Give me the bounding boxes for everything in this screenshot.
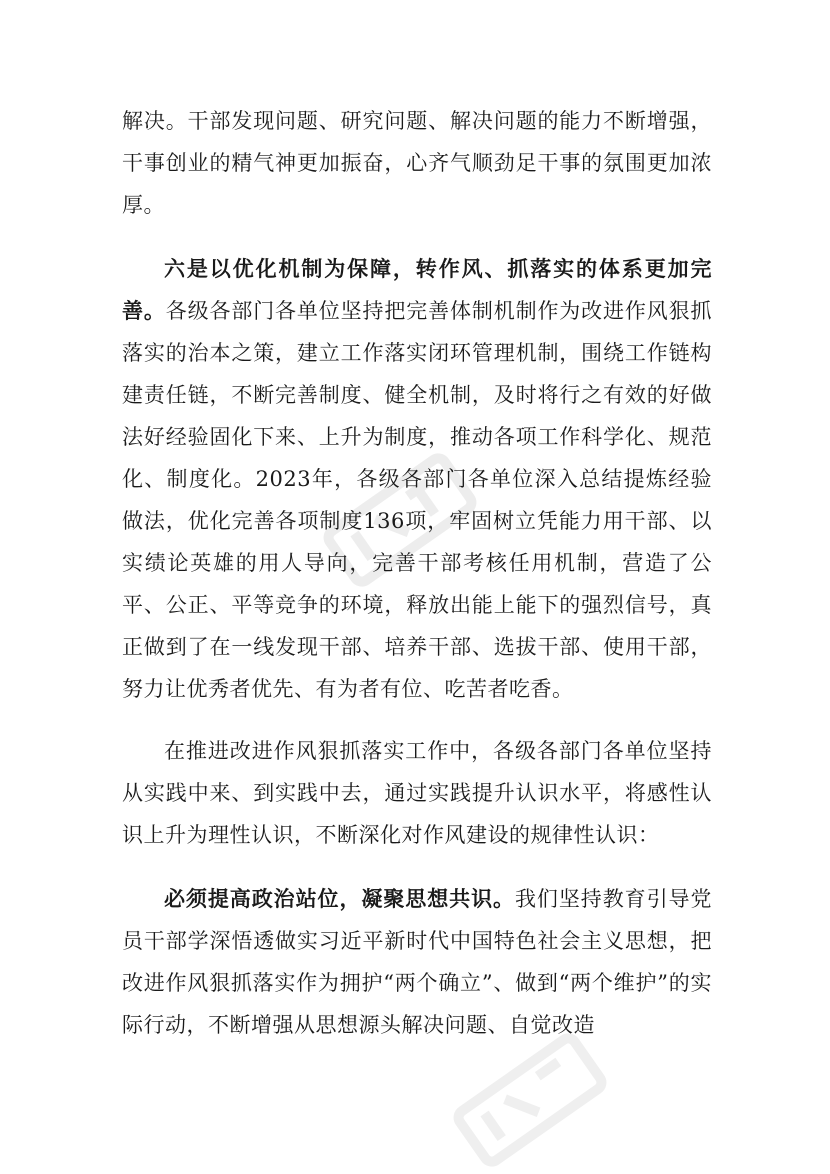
document-body bbox=[122, 100, 712, 1046]
paragraph-mechanism bbox=[122, 248, 712, 710]
paragraph-text: 解决。干部发现问题、研究问题、解决问题的能力不断增强，干事创业的精气神更加振奋，心齐气顺劲足干事的氛围更加浓厚。 bbox=[122, 109, 712, 217]
paragraph-text: 我们坚持教育引导党员干部学深悟透做实习近平新时代中国特色社会主义思想，把改进作风狠抓落实作为拥护“两个确立”、做到“两个维护”的实际行动，不断增强从思想源头解决问题、自觉改造 bbox=[122, 887, 712, 1037]
paragraph-continuation bbox=[122, 100, 712, 226]
paragraph-text: 在推进改进作风狠抓落实工作中，各级各部门各单位坚持从实践中来、到实践中去，通过实践提升认识水平，将感性认识上升为理性认识，不断深化对作风建设的规律性认识： bbox=[122, 739, 712, 847]
paragraph-text: 各级各部门各单位坚持把完善体制机制作为改进作风狠抓落实的治本之策，建立工作落实闭环管理机制，围绕工作链构建责任链，不断完善制度、健全机制，及时将行之有效的好做法好经验固化下来、上升为制度，推动各项工作科学化、规范化、制度化。2023年，各级各部门各单位深入总结提炼经验做法，优化完善各项制度136项，牢固树立凭能力用干部、以实绩论英雄的用人导向，完善干部考核任用机制，营造了公平、公正、平等竞争的环境，释放出能上能下的强烈信号，真正做到了在一线发现干部、培养干部、选拔干部、使用干部，努力让优秀者优先、有为者有位、吃苦者吃香。 bbox=[122, 299, 713, 701]
paragraph-summary bbox=[122, 730, 712, 856]
paragraph-lead: 六是以优化机制为保障，转作风、抓落实的体系更加完善。 bbox=[122, 257, 712, 323]
paragraph-political-stance bbox=[122, 878, 712, 1046]
paragraph-lead: 必须提高政治站位，凝聚思想共识。 bbox=[164, 887, 515, 911]
